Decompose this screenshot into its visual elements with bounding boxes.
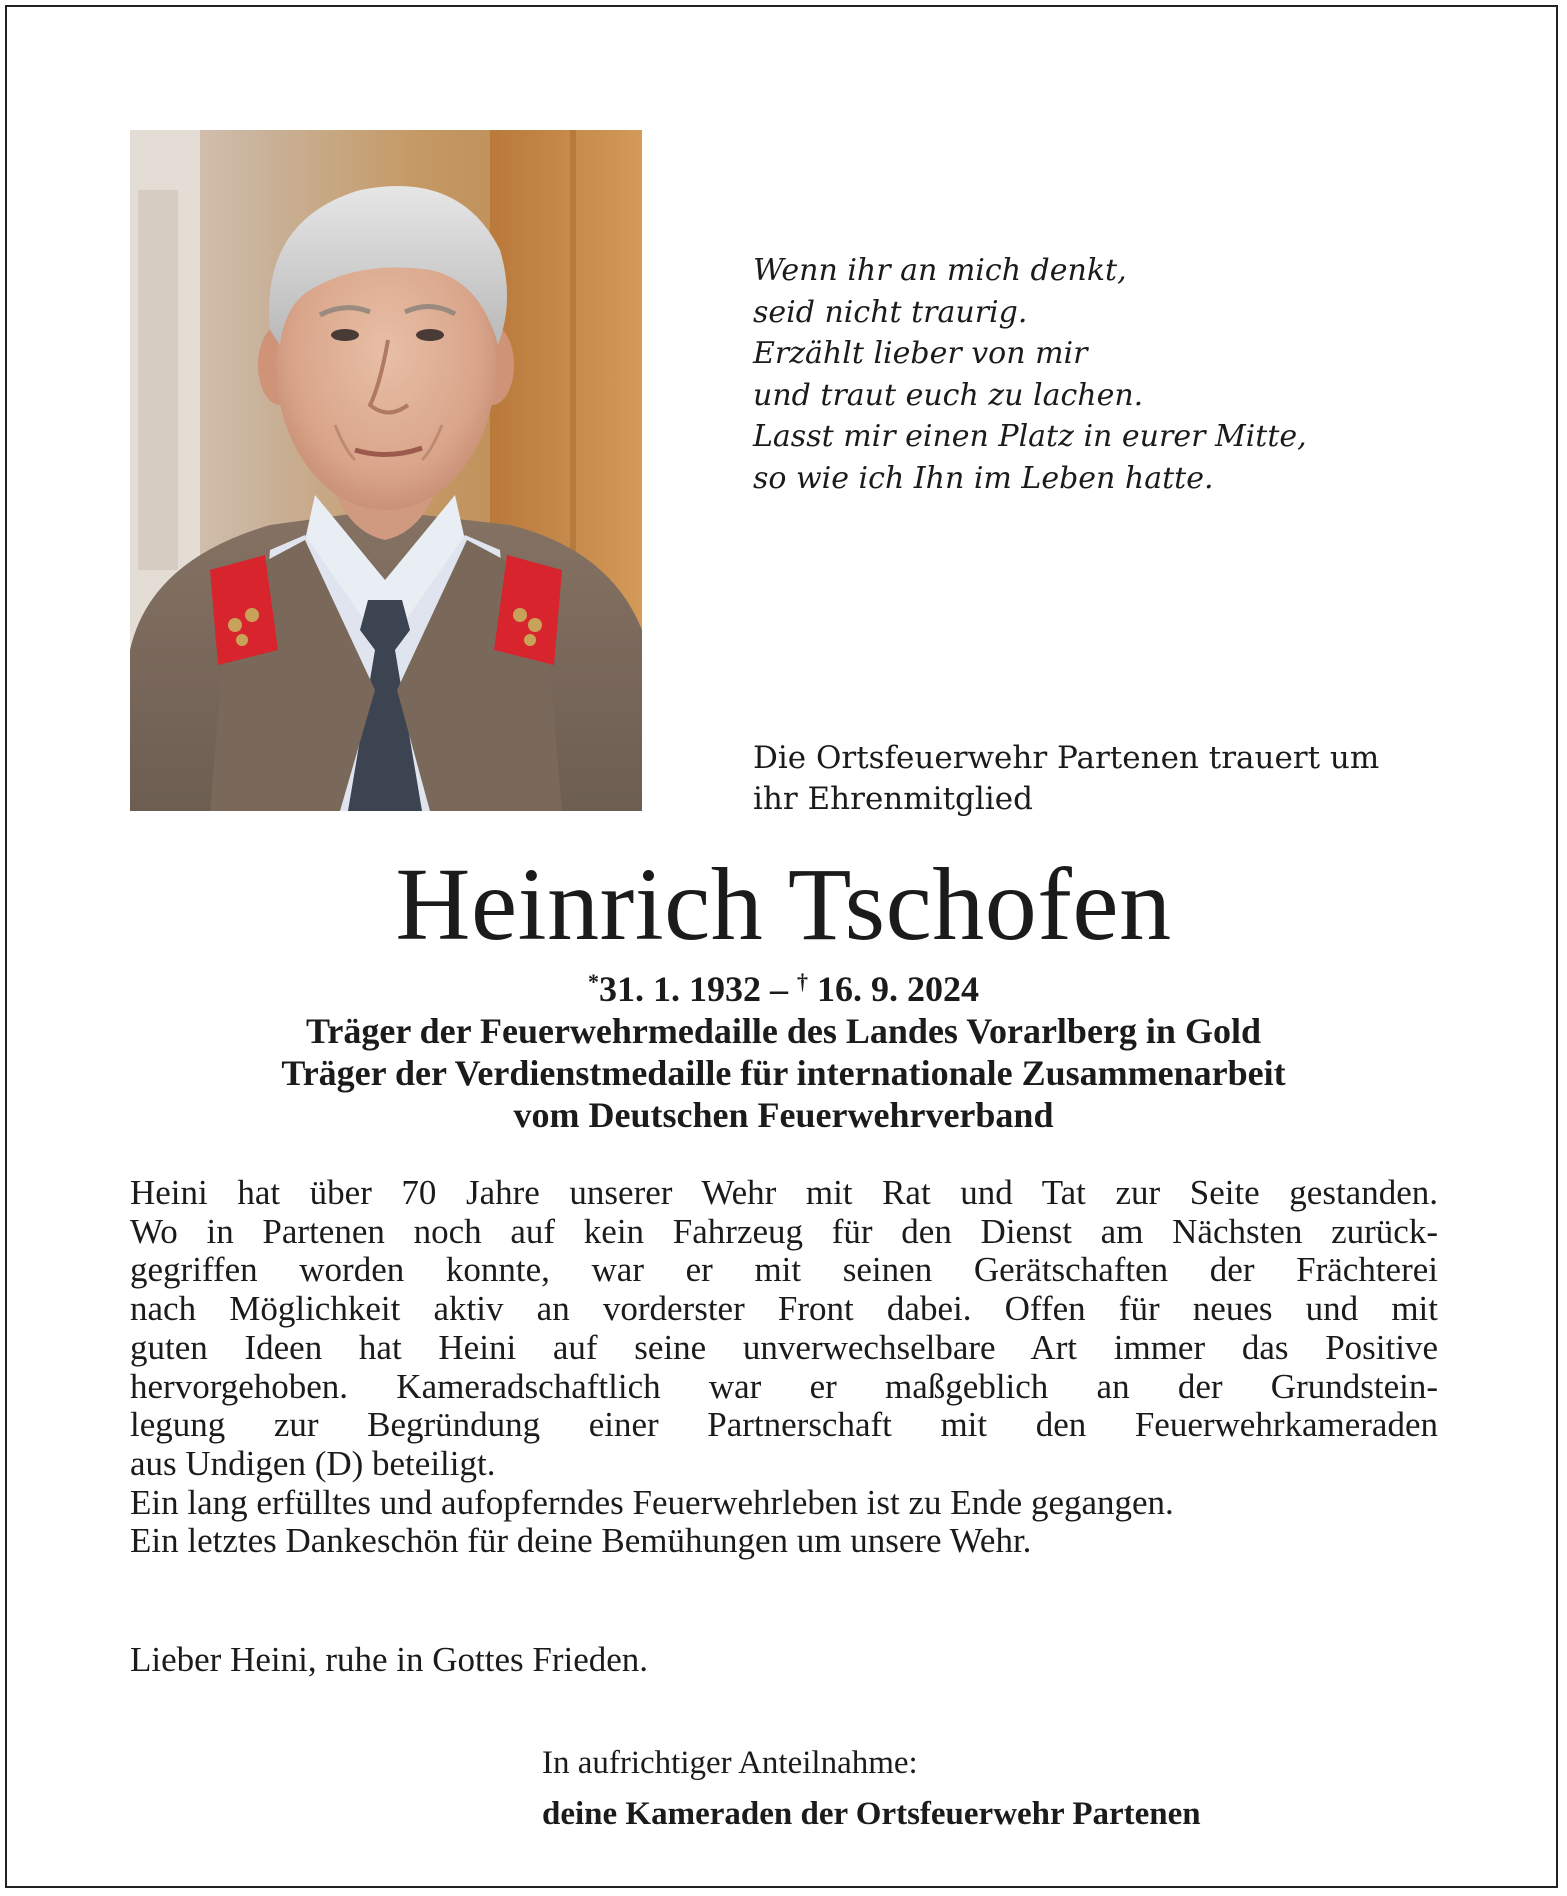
date-separator: – <box>761 969 797 1009</box>
poem-line: seid nicht traurig. <box>753 294 1028 330</box>
intro-line: ihr Ehrenmitglied <box>753 781 1033 817</box>
death-date: 16. 9. 2024 <box>817 969 979 1009</box>
birth-date: 31. 1. 1932 <box>599 969 761 1009</box>
tribute-line: hervorgehoben. Kameradschaftlich war er maßgeblich an der Grundstein- <box>130 1366 1438 1406</box>
birth-symbol: * <box>588 969 599 994</box>
portrait-photo <box>130 130 642 811</box>
tribute-line: aus Undigen (D) beteiligt. <box>130 1443 496 1483</box>
mourning-intro <box>753 738 1453 820</box>
poem-line: Wenn ihr an mich denkt, <box>753 253 1127 288</box>
poem-line: so wie ich Ihn im Leben hatte. <box>753 460 1214 496</box>
honor-line: Träger der Feuerwehrmedaille des Landes Vorarlberg in Gold <box>306 1011 1261 1051</box>
dates-and-honors <box>0 968 1567 1136</box>
death-symbol: † <box>797 969 808 994</box>
memorial-poem <box>753 250 1453 499</box>
honor-line: Träger der Verdienstmedaille für internationale Zusammenarbeit <box>281 1053 1286 1093</box>
tribute-line: legung zur Begründung einer Partnerschaft mit den Feuerwehrkameraden <box>130 1405 1438 1445</box>
tribute-line: Heini hat über 70 Jahre unserer Wehr mit Rat und Tat zur Seite gestanden. <box>130 1173 1438 1212</box>
tribute-line: guten Ideen hat Heini auf seine unverwechselbare Art immer das Positive <box>130 1327 1438 1367</box>
honor-line: vom Deutschen Feuerwehrverband <box>513 1095 1054 1135</box>
tribute-line: Ein letztes Dankeschön für deine Bemühungen um unsere Wehr. <box>130 1521 1032 1561</box>
tribute-text <box>130 1174 1438 1561</box>
signature: deine Kameraden der Ortsfeuerwehr Partenen <box>542 1796 1201 1832</box>
tribute-line: nach Möglichkeit aktiv an vorderster Front dabei. Offen für neues und mit <box>130 1289 1438 1329</box>
tribute-line: Ein lang erfülltes und aufopferndes Feuerwehrleben ist zu Ende gegangen. <box>130 1482 1174 1522</box>
poem-line: Lasst mir einen Platz in eurer Mitte, <box>753 419 1307 454</box>
deceased-name: Heinrich Tschofen <box>395 847 1172 962</box>
condolence-line: In aufrichtiger Anteilnahme: <box>542 1745 918 1781</box>
life-dates <box>0 968 1567 1010</box>
tribute-line: gegriffen worden konnte, war er mit seinen Gerätschaften der Frächterei <box>130 1250 1438 1290</box>
intro-line: Die Ortsfeuerwehr Partenen trauert um <box>753 740 1380 776</box>
closing-wish: Lieber Heini, ruhe in Gottes Frieden. <box>130 1640 649 1679</box>
tribute-line: Wo in Partenen noch auf kein Fahrzeug für den Dienst am Nächsten zurück- <box>130 1211 1438 1251</box>
poem-line: und traut euch zu lachen. <box>753 377 1144 413</box>
poem-line: Erzählt lieber von mir <box>753 336 1088 371</box>
